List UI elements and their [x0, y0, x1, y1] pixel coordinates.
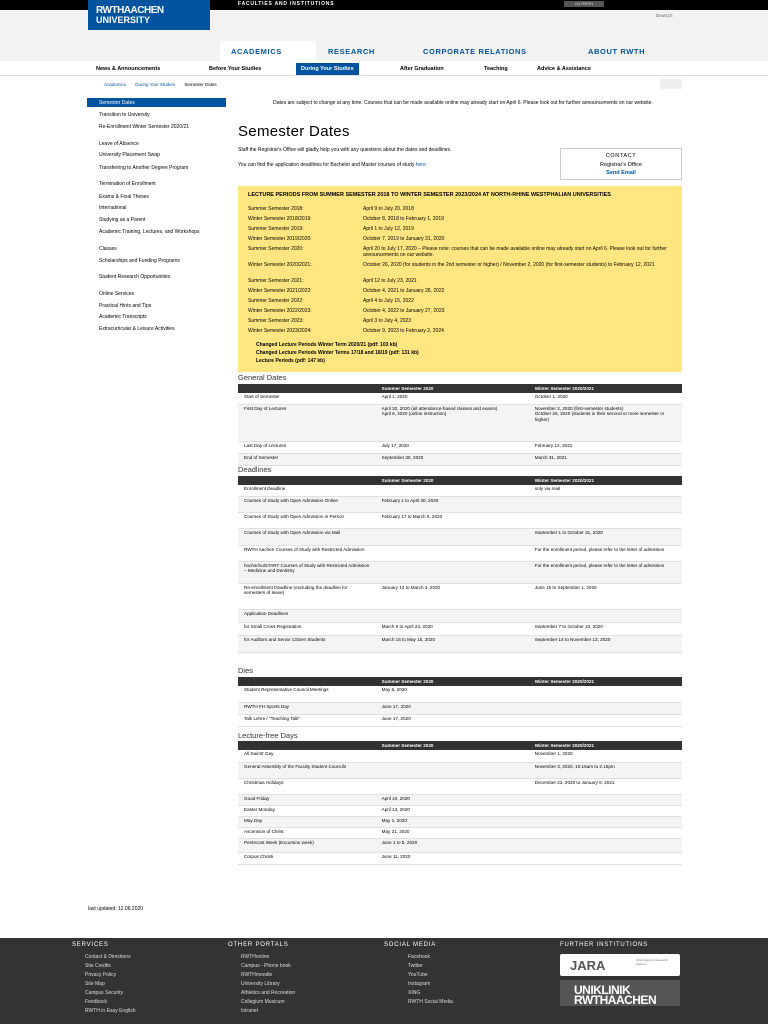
- table-row: [238, 827, 682, 838]
- rwth-logo[interactable]: [88, 0, 210, 30]
- table-cell: for Auditors and Senior Citizen Students: [238, 635, 376, 652]
- table-cell: Re-enrollment Deadline (excluding the deadline for semesters of leave): [238, 583, 376, 609]
- table-header: Summer Semester 2020: [376, 384, 529, 393]
- table-cell: General Assembly of the Faculty Student Councils: [238, 762, 376, 778]
- logo-line1: RWTHAACHEN: [96, 5, 164, 16]
- table-row: [238, 441, 682, 453]
- table-row: [238, 702, 682, 714]
- table-header: [238, 384, 376, 393]
- table-header: [238, 741, 376, 750]
- table-cell: for Small Cross-Registration: [238, 622, 376, 635]
- table-row: [238, 762, 682, 778]
- table-cell: [529, 827, 682, 838]
- table-cell: January 13 to March 3, 2020: [376, 583, 529, 609]
- table-cell: September 14 to November 13, 2020: [529, 635, 682, 652]
- table-row: [238, 805, 682, 816]
- pdf-link[interactable]: Changed Lecture Periods Winter Terms 17/18 and 18/19 (pdf: 131 kb): [256, 350, 419, 356]
- table-cell: April 13, 2020: [376, 805, 529, 816]
- sidebar-item[interactable]: Exams & Final Theses: [99, 194, 149, 200]
- breadcrumb-current: Semester Dates: [184, 82, 217, 87]
- jara-subtext: Jülich Aachen Research Alliance: [636, 958, 669, 966]
- table-cell: [376, 561, 529, 583]
- table-row: [238, 714, 682, 726]
- table-cell: [376, 778, 529, 794]
- sub-nav: [0, 61, 768, 76]
- table-cell: February 1 to April 30, 2020: [376, 496, 529, 512]
- sidebar-item[interactable]: Studying as a Parent: [99, 217, 146, 223]
- table-cell: February 12, 2021: [529, 441, 682, 453]
- table-cell: [376, 545, 529, 561]
- table-cell: [529, 609, 682, 622]
- intro-text-2-label: You can find the application deadlines for Bachelor and Master courses of study: [238, 162, 415, 168]
- footer-heading: SOCIAL MEDIA: [384, 942, 437, 948]
- table-header: Winter Semester 2020/2021: [529, 476, 682, 485]
- table-cell: RWTH Aachen Courses of Study with Restricted Admission: [238, 545, 376, 561]
- table-cell: [376, 762, 529, 778]
- sidebar-item[interactable]: Online Services: [99, 291, 135, 297]
- page-title: Semester Dates: [238, 123, 350, 140]
- table-header: Winter Semester 2020/2021: [529, 741, 682, 750]
- faculties-link[interactable]: FACULTIES AND INSTITUTIONS: [238, 1, 335, 7]
- uniklinik-line2: RWTHAACHEN: [574, 993, 657, 1007]
- table-cell: September 7 to October 23, 2020: [529, 622, 682, 635]
- table-cell: Student Representative Council Meetings: [238, 686, 376, 702]
- table-cell: [529, 714, 682, 726]
- sidebar-item[interactable]: Practical Hints and Tips: [99, 303, 152, 309]
- general-dates-table: [238, 384, 682, 466]
- print-icon[interactable]: [660, 79, 682, 89]
- dies-table: [238, 677, 682, 727]
- table-cell: only via mail: [529, 485, 682, 496]
- sidebar-item[interactable]: Scholarships and Funding Programs: [99, 258, 180, 264]
- table-cell: Courses of Study with Open Admission in Person: [238, 512, 376, 528]
- table-row: [238, 750, 682, 762]
- table-cell: March 9 to April 24, 2020: [376, 622, 529, 635]
- footer-link[interactable]: RWTH Social Media: [408, 999, 453, 1005]
- lecture-period-value: April 9 to July 20, 2018: [363, 206, 414, 212]
- table-cell: May 21, 2020: [376, 827, 529, 838]
- table-cell: April 20, 2020 (all attendance-based classes and exams) April 6, 2020 (online instruction): [376, 404, 529, 441]
- sidebar-item[interactable]: Termination of Enrollment: [99, 181, 156, 187]
- table-cell: RWTH FH Sports Day: [238, 702, 376, 714]
- table-cell: March 31, 2021: [529, 453, 682, 465]
- deadlines-heading: Deadlines: [238, 465, 272, 474]
- table-cell: [529, 838, 682, 852]
- table-cell: [529, 686, 682, 702]
- footer-link[interactable]: Feedback: [85, 999, 107, 1005]
- sidebar-item[interactable]: Academic Training, Lectures, and Workshops: [99, 229, 200, 235]
- sidebar-item[interactable]: Academic Transcripts: [99, 314, 147, 320]
- subnav-news[interactable]: News & Announcements: [96, 66, 161, 72]
- lecture-period-value: April 20 to July 17, 2020 – Please note: courses that can be made available online may already start on April 6. Please look out for further announcements on our website.: [363, 246, 667, 258]
- table-cell: hochschulSTART Courses of Study with Restricted Admission – Medicine and Dentistry: [238, 561, 376, 583]
- table-cell: October 1, 2020: [529, 393, 682, 404]
- table-header: Summer Semester 2020: [376, 476, 529, 485]
- logo-line2: UNIVERSITY: [96, 15, 151, 25]
- lecture-period-value: October 8, 2018 to February 1, 2019: [363, 216, 444, 222]
- table-header: Summer Semester 2020: [376, 741, 529, 750]
- lecture-period-label: Winter Semester 2022/2023:: [248, 308, 312, 314]
- footer-link[interactable]: Campus Security: [85, 990, 124, 996]
- footer-heading: FURTHER INSTITUTIONS: [560, 942, 648, 948]
- table-cell: Christmas Holidays: [238, 778, 376, 794]
- table-cell: [529, 512, 682, 528]
- contact-box: [560, 148, 682, 180]
- footer-link[interactable]: Contact & Directions: [85, 954, 131, 960]
- sidebar-item[interactable]: Leave of Absence: [99, 141, 139, 147]
- contact-email-link[interactable]: Send Email: [606, 170, 636, 176]
- notice-text: Dates are subject to change at any time. Courses that can be made available online may already start on April 6. Please look out for further announcements on our website.: [273, 100, 653, 106]
- lecture-period-label: Summer Semester 2020:: [248, 246, 304, 252]
- table-row: [238, 622, 682, 635]
- lecture-period-value: April 4 to July 15, 2022: [363, 298, 414, 304]
- table-row: [238, 583, 682, 609]
- subnav-advice[interactable]: Advice & Assistance: [537, 66, 591, 72]
- footer-heading: OTHER PORTALS: [228, 942, 289, 948]
- table-cell: All Saints' Day: [238, 750, 376, 762]
- table-cell: End of Semester: [238, 453, 376, 465]
- sidebar-item[interactable]: Student Research Opportunities: [99, 274, 171, 280]
- table-row: [238, 852, 682, 864]
- table-cell: September 1 to October 31, 2020: [529, 528, 682, 545]
- pdf-link[interactable]: Changed Lecture Periods Winter Term 2020/21 (pdf: 103 kb): [256, 342, 398, 348]
- table-cell: For the enrollment period, please refer to the letter of admission: [529, 561, 682, 583]
- nav-about-rwth[interactable]: ABOUT RWTH: [588, 47, 646, 56]
- lecture-period-value: April 12 to July 23, 2021: [363, 278, 417, 284]
- lecture-period-label: Summer Semester 2022:: [248, 298, 304, 304]
- contact-title: CONTACT: [605, 153, 637, 159]
- table-row: [238, 794, 682, 805]
- breadcrumb-item[interactable]: Academics: [104, 82, 127, 87]
- sidebar-item[interactable]: University Placement Swap: [99, 152, 160, 158]
- table-cell: July 17, 2020: [376, 441, 529, 453]
- lecture-period-value: October 9, 2023 to February 2, 2024: [363, 328, 444, 334]
- sidebar-item[interactable]: Transferring to Another Degree Program: [99, 165, 189, 171]
- table-cell: Ascension of Christ: [238, 827, 376, 838]
- table-header: Summer Semester 2020: [376, 677, 529, 686]
- jara-logo[interactable]: [560, 954, 680, 976]
- table-cell: [529, 794, 682, 805]
- table-cell: Courses of Study with Open Admission via Mail: [238, 528, 376, 545]
- table-row: [238, 561, 682, 583]
- breadcrumb-item[interactable]: During Your Studies: [135, 82, 176, 87]
- footer-link[interactable]: Intranet: [241, 1008, 258, 1014]
- table-cell: For the enrollment period, please refer to the letter of admission: [529, 545, 682, 561]
- table-cell: June 17, 2020: [376, 714, 529, 726]
- sidebar-item[interactable]: Classes: [99, 246, 117, 252]
- breadcrumb: [104, 82, 225, 87]
- table-cell: [376, 609, 529, 622]
- dies-heading: Dies: [238, 666, 254, 675]
- lecture-period-value: October 4, 2022 to January 27, 2023: [363, 308, 445, 314]
- table-cell: May Day: [238, 816, 376, 827]
- nav-corporate-relations[interactable]: CORPORATE RELATIONS: [423, 47, 527, 56]
- table-row: [238, 609, 682, 622]
- table-cell: [376, 528, 529, 545]
- table-row: [238, 496, 682, 512]
- table-row: [238, 393, 682, 404]
- footer-link[interactable]: Site Credits: [85, 963, 111, 969]
- intro-text: Staff the Registrar's Office will gladly help you with any questions about the dates and deadlines.: [238, 147, 452, 153]
- uniklinik-line1: UNIKLINIK: [574, 983, 631, 997]
- language-switch[interactable]: Deutsch: [656, 13, 673, 18]
- table-row: [238, 545, 682, 561]
- table-cell: Application Deadlines: [238, 609, 376, 622]
- lecture-period-value: October 4, 2021 to January 28, 2022: [363, 288, 445, 294]
- footer-link[interactable]: Twitter: [408, 963, 423, 969]
- table-row: [238, 778, 682, 794]
- footer-link[interactable]: Collegium Musicum: [241, 999, 285, 1005]
- table-cell: Last Day of Lectures: [238, 441, 376, 453]
- table-header: [238, 677, 376, 686]
- table-row: [238, 838, 682, 852]
- footer-link[interactable]: Facebook: [408, 954, 430, 960]
- last-updated: last updated: 12.06.2020: [88, 906, 144, 912]
- lecture-period-value: October 26, 2020 (for students in the 2nd semester or higher) / November 2, 2020 (for first-semester students) to February 12, 2021: [363, 262, 655, 268]
- subnav-teaching[interactable]: Teaching: [484, 66, 508, 72]
- footer-link[interactable]: YouTube: [408, 972, 428, 978]
- table-cell: Corpus Christi: [238, 852, 376, 864]
- table-row: [238, 686, 682, 702]
- general-dates-heading: General Dates: [238, 373, 287, 382]
- footer-heading: SERVICES: [72, 942, 109, 948]
- table-row: [238, 816, 682, 827]
- table-cell: May 6, 2020: [376, 686, 529, 702]
- sidebar-item[interactable]: International: [99, 205, 127, 211]
- table-header: Winter Semester 2020/2021: [529, 384, 682, 393]
- table-row: [238, 528, 682, 545]
- footer-link[interactable]: Campus - Phone book: [241, 963, 291, 969]
- lecture-periods-title: LECTURE PERIODS FROM SUMMER SEMESTER 2018 TO WINTER SEMESTER 2023/2024 AT NORTH-RHINE WESTPHALIAN UNIVERSITIES: [248, 192, 611, 198]
- login-button[interactable]: Go RWTH: [564, 1, 604, 7]
- lecture-free-table: [238, 741, 682, 865]
- lecture-period-label: Summer Semester 2021:: [248, 278, 304, 284]
- table-cell: [529, 805, 682, 816]
- lecture-periods-box: [238, 186, 682, 372]
- subnav-after[interactable]: After Graduation: [400, 66, 444, 72]
- lecture-period-label: Summer Semester 2023:: [248, 318, 304, 324]
- uniklinik-logo[interactable]: [560, 980, 680, 1006]
- table-cell: November 3, 2020, 10.15am to 2.15pm: [529, 762, 682, 778]
- lecture-period-label: Winter Semester 2023/2024:: [248, 328, 312, 334]
- lecture-period-label: Winter Semester 2019/2020:: [248, 236, 312, 242]
- footer-link[interactable]: University Library: [241, 981, 280, 987]
- lecture-period-value: April 3 to July 4, 2023: [363, 318, 412, 324]
- footer-link[interactable]: Athletics and Recreation: [241, 990, 296, 996]
- table-cell: Good Friday: [238, 794, 376, 805]
- table-cell: April 1, 2020: [376, 393, 529, 404]
- table-cell: Talk Lehre / "Teaching Talk": [238, 714, 376, 726]
- table-row: [238, 635, 682, 652]
- table-cell: [529, 852, 682, 864]
- footer-link[interactable]: Instagram: [408, 981, 431, 987]
- sidebar-item[interactable]: Re-Enrollment Winter Semester 2020/21: [99, 124, 190, 130]
- table-cell: June 15 to September 1, 2020: [529, 583, 682, 609]
- table-cell: June 11, 2020: [376, 852, 529, 864]
- table-row: [238, 485, 682, 496]
- table-cell: March 16 to May 15, 2020: [376, 635, 529, 652]
- contact-office[interactable]: Registrar's Office: [600, 162, 642, 168]
- application-deadlines-link[interactable]: here.: [415, 162, 428, 168]
- footer-link[interactable]: XING: [408, 990, 421, 996]
- table-cell: November 1, 2020: [529, 750, 682, 762]
- sidebar-item[interactable]: Transition to University: [99, 112, 150, 118]
- table-cell: [529, 496, 682, 512]
- jara-text: JARA: [570, 958, 606, 973]
- lecture-period-label: Winter Semester 2020/2021:: [248, 262, 312, 268]
- table-cell: [376, 485, 529, 496]
- table-cell: [529, 702, 682, 714]
- lecture-period-label: Winter Semester 2021/2022:: [248, 288, 312, 294]
- table-row: [238, 404, 682, 441]
- table-header: Winter Semester 2020/2021: [529, 677, 682, 686]
- table-cell: November 2, 2020 (first-semester students) October 26, 2020 (students in their second or more semester or higher): [529, 404, 682, 441]
- table-cell: [529, 816, 682, 827]
- sidebar-item[interactable]: Extracurricular & Leisure Activities: [99, 326, 175, 332]
- lecture-period-label: Summer Semester 2019:: [248, 226, 304, 232]
- table-cell: February 17 to March 6, 2020: [376, 512, 529, 528]
- nav-research[interactable]: RESEARCH: [328, 47, 375, 56]
- lecture-period-value: October 7, 2019 to January 31, 2020: [363, 236, 445, 242]
- table-cell: December 23, 2020 to January 6, 2021: [529, 778, 682, 794]
- table-cell: Easter Monday: [238, 805, 376, 816]
- table-cell: Start of Semester: [238, 393, 376, 404]
- table-cell: Courses of Study with Open Admission Online: [238, 496, 376, 512]
- intro-text-2: [238, 162, 528, 169]
- lecture-period-label: Winter Semester 2018/2019:: [248, 216, 312, 222]
- footer-link[interactable]: Privacy Policy: [85, 972, 117, 978]
- table-cell: June 1 to 5, 2020: [376, 838, 529, 852]
- table-cell: April 10, 2020: [376, 794, 529, 805]
- table-cell: [376, 750, 529, 762]
- footer-link[interactable]: RWTH in Easy English: [85, 1008, 136, 1014]
- pdf-link[interactable]: Lecture Periods (pdf: 147 kb): [256, 358, 325, 364]
- footer-link[interactable]: RWTHonline: [241, 954, 270, 960]
- table-cell: Enrollment Deadline: [238, 485, 376, 496]
- sidebar-item[interactable]: Semester Dates: [87, 98, 226, 107]
- lecture-free-heading: Lecture-free Days: [238, 731, 298, 740]
- lecture-period-label: Summer Semester 2018:: [248, 206, 304, 212]
- table-cell: Pentecost Week (Excursion week): [238, 838, 376, 852]
- footer-link[interactable]: Site Map: [85, 981, 105, 987]
- table-row: [238, 512, 682, 528]
- table-cell: June 17, 2020: [376, 702, 529, 714]
- table-header: [238, 476, 376, 485]
- subnav-before[interactable]: Before Your Studies: [209, 66, 262, 72]
- lecture-period-value: April 1 to July 12, 2019: [363, 226, 414, 232]
- nav-academics[interactable]: ACADEMICS: [231, 47, 282, 56]
- footer-link[interactable]: RWTHmoodle: [241, 972, 273, 978]
- table-cell: First Day of Lectures: [238, 404, 376, 441]
- table-row: [238, 453, 682, 465]
- table-cell: May 1, 2020: [376, 816, 529, 827]
- subnav-during[interactable]: During Your Studies: [296, 63, 359, 75]
- deadlines-table: [238, 476, 682, 653]
- table-cell: September 30, 2020: [376, 453, 529, 465]
